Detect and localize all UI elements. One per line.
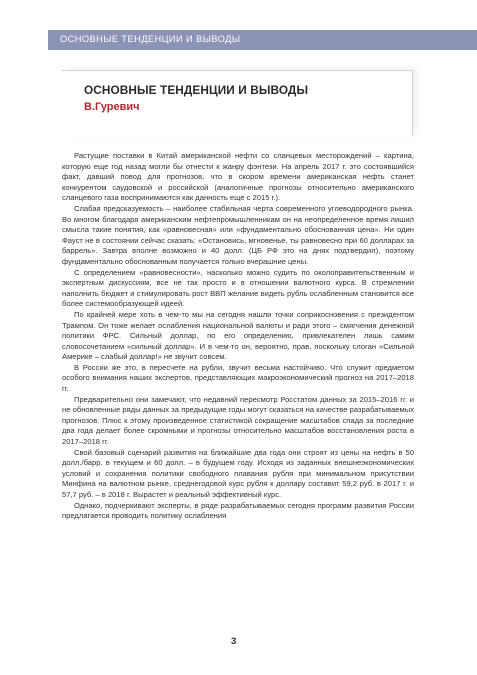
paragraph: По крайней мере хоть в чем-то мы на сегодня нашли точки соприкосновения с президентом Трампом. Он тоже желает ослабления национальной валюты и ради этого – смягчения денежной политики ФРС. Сильный доллар, по его определению, привлекателен лишь самим словосочетанием «сильный доллар». И в чем-то он, вероятно, прав, поскольку слоган «Сильной Америке – слабый доллар!» не звучит совсем. [62, 309, 414, 362]
paragraph: Слабая предсказуемость – наиболее стабильная черта современного углеводородного рынка. Во многом благодаря американским нефтепромышленникам он на неопределенное время лишил смысла такие понятия, как «равновесная» или «фундаментально обоснованная цена». Ни один Фауст не в состоянии сейчас сказать: «Остановись, мгновенье, ты равновесно при 60 долларах за баррель». Завтра вполне возможно и 40 долл. (ЦБ РФ это на днях подтвердил), поэтому фундаментально обоснованным получается только вчерашние цены. [62, 203, 414, 266]
paragraph: В России же это, в пересчете на рубли, звучит весьма настойчиво. Что служит предметом особого внимания наших экспертов, представляющих макроэкономический прогноз на 2017–2018 гг. [62, 362, 414, 394]
article-body [62, 151, 414, 522]
section-header-label: ОСНОВНЫЕ ТЕНДЕНЦИИ И ВЫВОДЫ [60, 34, 241, 44]
paragraph: С определением «равновесности», насколько можно судить по околоправительственным и экспертным дискуссиям, все не так просто и в отношении валютного курса. В стремлении наполнить бюджет и стимулировать рост ВВП желание видеть рубль ослабленным становится все более системообразующей идеей. [62, 267, 414, 309]
paragraph: Свой базовый сценарий развития на ближайшие два года они строят из цены на нефть в 50 долл./барр. в текущем и 60 долл. – в будущем году. Исходя из заданных внешнеэкономических условий и сохранения политики свободного плавания рубля при минимальном присутствии Минфина на валютном рынке, среднегодовой курс рубля к доллару составит 59,2 руб. в 2017 г. и 57,7 руб. – в 2018 г. Вырастет и реальный эффективный курс. [62, 447, 414, 499]
article-author: В.Гуревич [84, 101, 140, 113]
article-title: ОСНОВНЫЕ ТЕНДЕНЦИИ И ВЫВОДЫ [84, 83, 309, 97]
paragraph: Однако, подчеркивают эксперты, в ряде разрабатываемых сегодня программ развития России предлагается проводить политику ослабления [62, 500, 414, 521]
page-number: 3 [231, 636, 237, 647]
paragraph: Предварительно они замечают, что недавний пересмотр Росстатом данных за 2015–2016 гг. и не обновленные ряды данных за предыдущие годы могут сказаться на качестве разрабатываемых прогнозов. Плюс к этому произведенное статистикой сокращение масштабов спада за последние два года делает более скромными и прогнозы относительно масштабов восстановления роста в 2017–2018 гг. [62, 394, 414, 447]
paragraph: Растущие поставки в Китай американской нефти со сланцевых месторождений – картина, которую еще год назад могли бы отнести к жанру фэнтези. На апрель 2017 г. это состоявшийся факт, давший повод для прогнозов, что в скором времени американская нефть станет конкурентом саудовской и российской (аналогичные прогнозы относительно американского сланцевого газа воспринимаются как данность еще с 2015 г.). [62, 151, 414, 203]
section-header-band [48, 30, 477, 50]
